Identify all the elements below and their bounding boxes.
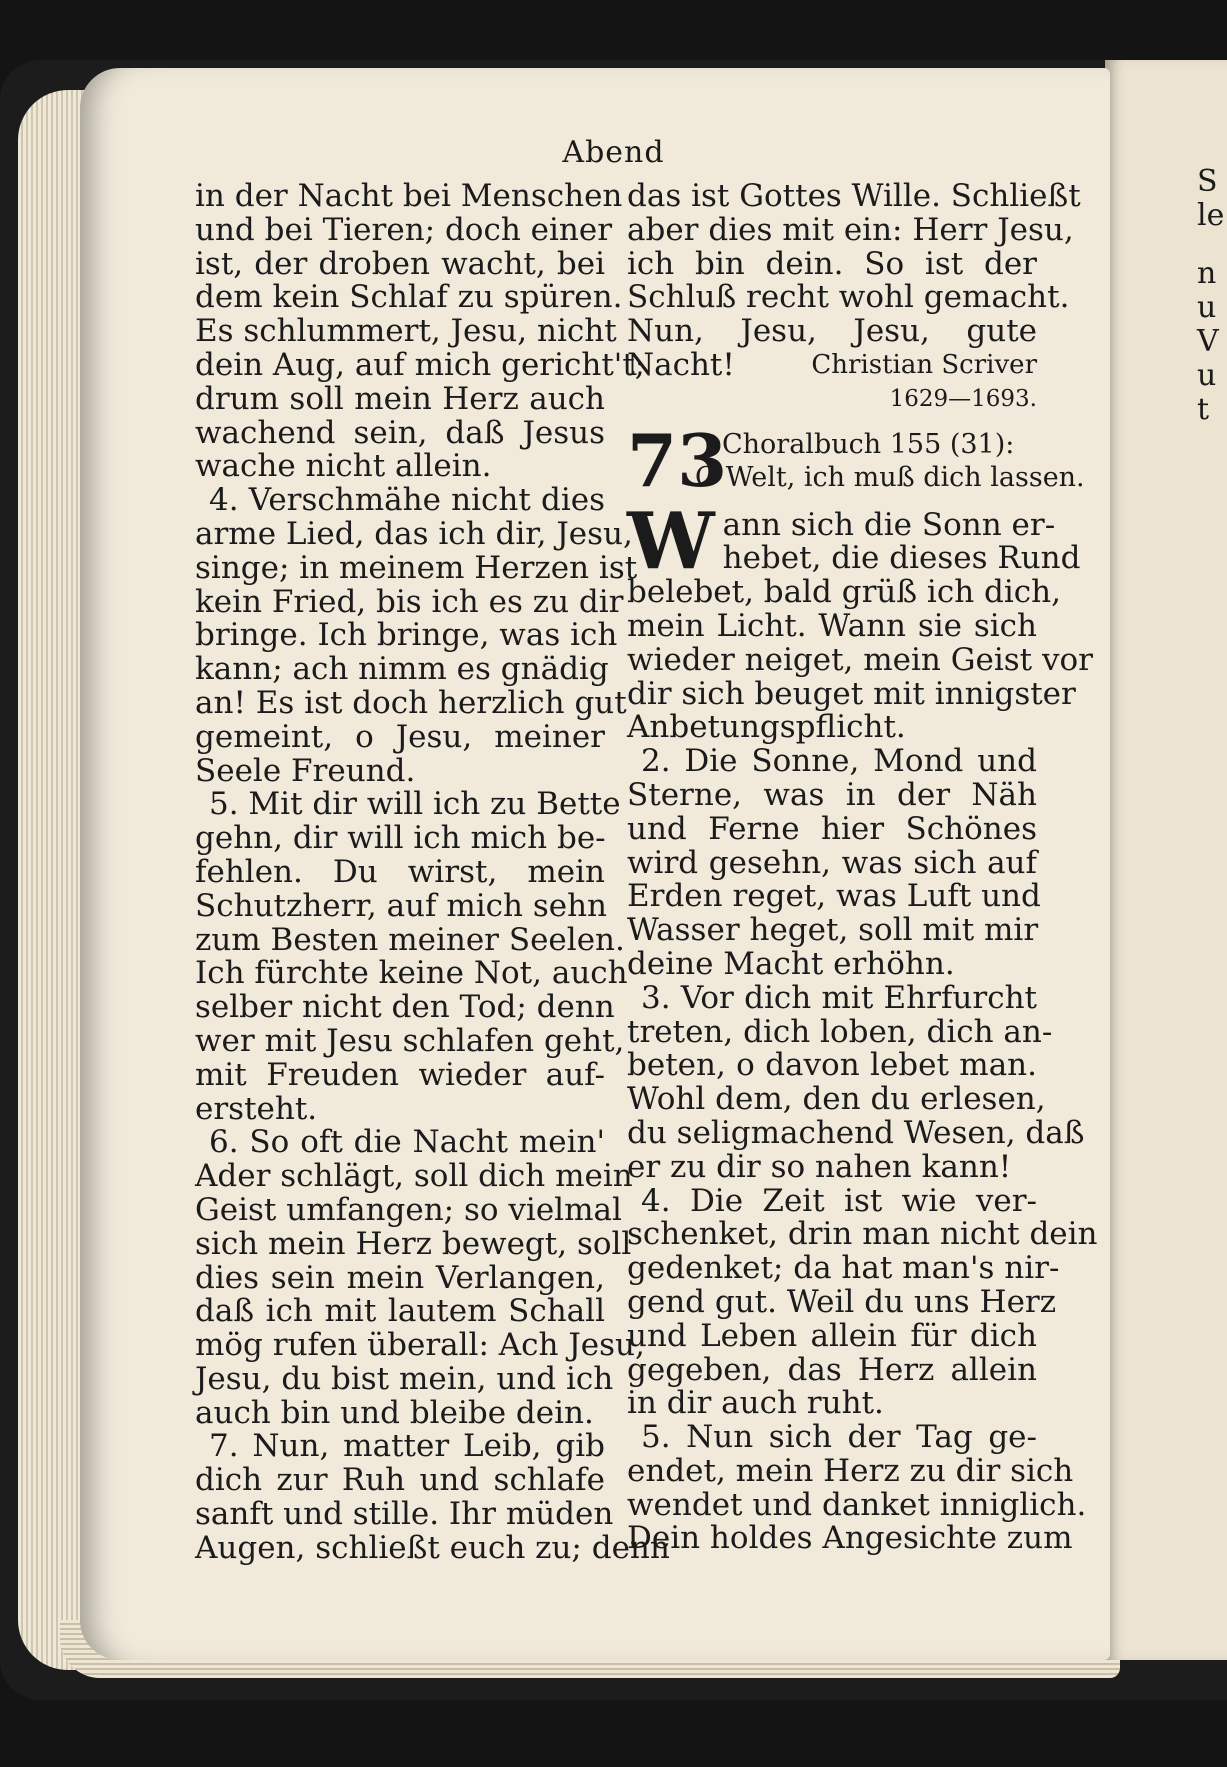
text-line: dein Aug, auf mich gericht't; — [195, 346, 646, 383]
text-line: 4. Die Zeit ist wie ver- — [641, 1182, 1037, 1219]
text-line: 4. Verschmähe nicht dies — [209, 482, 605, 519]
text-line: sanft und stille. Ihr müden — [195, 1496, 614, 1533]
text-line: mein Licht. Wann sie sich — [627, 607, 1037, 644]
text-line: kein Fried, bis ich es zu dir — [195, 583, 624, 620]
text-line: Ich fürchte keine Not, auch — [195, 955, 628, 992]
text-line: sich mein Herz bewegt, soll — [195, 1225, 632, 1262]
next-page-fragment: n — [1197, 256, 1217, 291]
text-line: hebet, die dieses Rund — [722, 540, 1081, 577]
text-line: arme Lied, das ich dir, Jesu, — [195, 515, 633, 552]
text-line: dies sein mein Verlangen, — [195, 1259, 605, 1296]
text-line: Dein holdes Angesichte zum — [627, 1520, 1073, 1557]
text-line: er zu dir so nahen kann! — [627, 1148, 1012, 1185]
text-line: Erden reget, was Luft und — [627, 878, 1041, 915]
author-line — [627, 346, 1037, 383]
text-line: beten, o davon lebet man. — [627, 1047, 1037, 1084]
melody-name: O Welt, ich muß dich lassen. — [695, 461, 1085, 493]
text-line: du seligmachend Wesen, daß — [627, 1114, 1085, 1151]
text-line: fehlen. Du wirst, mein — [195, 853, 605, 890]
text-line: gemeint, o Jesu, meiner — [195, 718, 605, 755]
text-line: gegeben, das Herz allein — [627, 1351, 1037, 1388]
text-line: wachend sein, daß Jesus — [195, 414, 605, 451]
text-line: 5. Mit dir will ich zu Bette — [209, 786, 621, 823]
text-line: Ader schlägt, soll dich mein — [195, 1158, 633, 1195]
text-line: treten, dich loben, dich an- — [627, 1013, 1053, 1050]
text-line: zum Besten meiner Seelen. — [195, 921, 625, 958]
text-line: wer mit Jesu schlafen geht, — [195, 1022, 625, 1059]
text-line: singe; in meinem Herzen ist — [195, 549, 638, 586]
text-line: schenket, drin man nicht dein — [627, 1216, 1098, 1253]
text-line: ich bin dein. So ist der — [627, 245, 1037, 282]
text-line: und Leben allein für dich — [627, 1317, 1037, 1354]
text-line: Wohl dem, den du erlesen, — [627, 1081, 1046, 1118]
text-line: belebet, bald grüß ich dich, — [627, 574, 1061, 611]
text-line: 3. Vor dich mit Ehrfurcht — [641, 979, 1037, 1016]
text-line: Es schlummert, Jesu, nicht — [195, 313, 617, 350]
text-line: Sterne, was in der Näh — [627, 776, 1037, 813]
text-line: dem kein Schlaf zu spüren. — [195, 279, 623, 316]
text-line: dir sich beuget mit innigster — [627, 675, 1076, 712]
next-page — [1105, 60, 1227, 1660]
hymn-number: 73 — [627, 417, 728, 503]
text-line: selber nicht den Tod; denn — [195, 989, 615, 1026]
text-line: daß ich mit lautem Schall — [195, 1293, 605, 1330]
author-years: 1629—1693. — [889, 385, 1037, 412]
text-line: kann; ach nimm es gnädig — [195, 651, 609, 688]
text-line: drum soll mein Herz auch — [195, 380, 605, 417]
text-line: Nun, Jesu, Jesu, gute — [627, 313, 1037, 350]
text-line: gedenket; da hat man's nir- — [627, 1250, 1060, 1287]
text-line: wieder neiget, mein Geist vor — [627, 641, 1093, 678]
text-line: Augen, schließt euch zu; denn — [195, 1529, 670, 1566]
running-head: Abend — [562, 135, 665, 170]
next-page-fragment: le — [1197, 198, 1225, 233]
text-line: und bei Tieren; doch einer — [195, 211, 613, 248]
text-line: Schutzherr, auf mich sehn — [195, 887, 608, 924]
text-line: ann sich die Sonn er- — [722, 506, 1056, 543]
text-line: Schluß recht wohl gemacht. — [627, 279, 1070, 316]
text-line: das ist Gottes Wille. Schließt — [627, 178, 1081, 214]
text-line: deine Macht erhöhn. — [627, 945, 955, 982]
drop-cap: W — [627, 495, 715, 587]
text-line: Geist umfangen; so vielmal — [195, 1191, 622, 1228]
hymn-opening — [627, 495, 1081, 587]
text-line: mög rufen überall: Ach Jesu, — [195, 1327, 645, 1364]
next-page-fragment: u — [1197, 358, 1217, 393]
next-page-fragment: V — [1197, 324, 1219, 359]
text-line: 7. Nun, matter Leib, gib — [209, 1428, 605, 1465]
text-line: 2. Die Sonne, Mond und — [641, 743, 1037, 780]
text-line: wache nicht allein. — [195, 448, 492, 485]
next-page-fragment: S — [1197, 164, 1218, 199]
text-line: 5. Nun sich der Tag ge- — [641, 1419, 1037, 1456]
text-line: an! Es ist doch herzlich gut — [195, 684, 627, 721]
text-line: bringe. Ich bringe, was ich — [195, 617, 618, 654]
text-line-end: Nacht! — [627, 346, 735, 383]
text-line: auch bin und bleibe dein. — [195, 1394, 594, 1431]
text-line: Wasser heget, soll mit mir — [627, 912, 1039, 949]
text-line: wird gesehn, was sich auf — [627, 844, 1037, 881]
right-column — [627, 178, 1098, 1557]
next-page-fragment: t — [1197, 392, 1210, 427]
text-line: wendet und danket inniglich. — [627, 1486, 1087, 1523]
text-line: in dir auch ruht. — [627, 1385, 884, 1422]
text-line: dich zur Ruh und schlafe — [195, 1462, 605, 1499]
text-line: Jesu, du bist mein, und ich — [195, 1360, 614, 1397]
text-line: und Ferne hier Schönes — [627, 810, 1037, 847]
text-line: 6. So oft die Nacht mein' — [209, 1124, 605, 1161]
hymn-author: Christian Scriver — [811, 349, 1037, 380]
text-line: ist, der droben wacht, bei — [195, 245, 605, 282]
text-line: gend gut. Weil du uns Herz — [627, 1283, 1057, 1320]
text-line: gehn, dir will ich mich be- — [195, 820, 606, 857]
text-line: endet, mein Herz zu dir sich — [627, 1452, 1074, 1489]
choralbuch-reference: Choralbuch 155 (31): — [722, 428, 1015, 460]
text-line: aber dies mit ein: Herr Jesu, — [627, 211, 1074, 248]
text-line: ersteht. — [195, 1090, 318, 1127]
next-page-fragment: u — [1197, 290, 1217, 325]
left-column — [195, 178, 670, 1566]
text-line: in der Nacht bei Menschen — [195, 178, 623, 214]
text-line: Seele Freund. — [195, 752, 416, 789]
text-line: Anbetungspflicht. — [627, 709, 906, 746]
text-line: mit Freuden wieder auf- — [195, 1056, 605, 1093]
